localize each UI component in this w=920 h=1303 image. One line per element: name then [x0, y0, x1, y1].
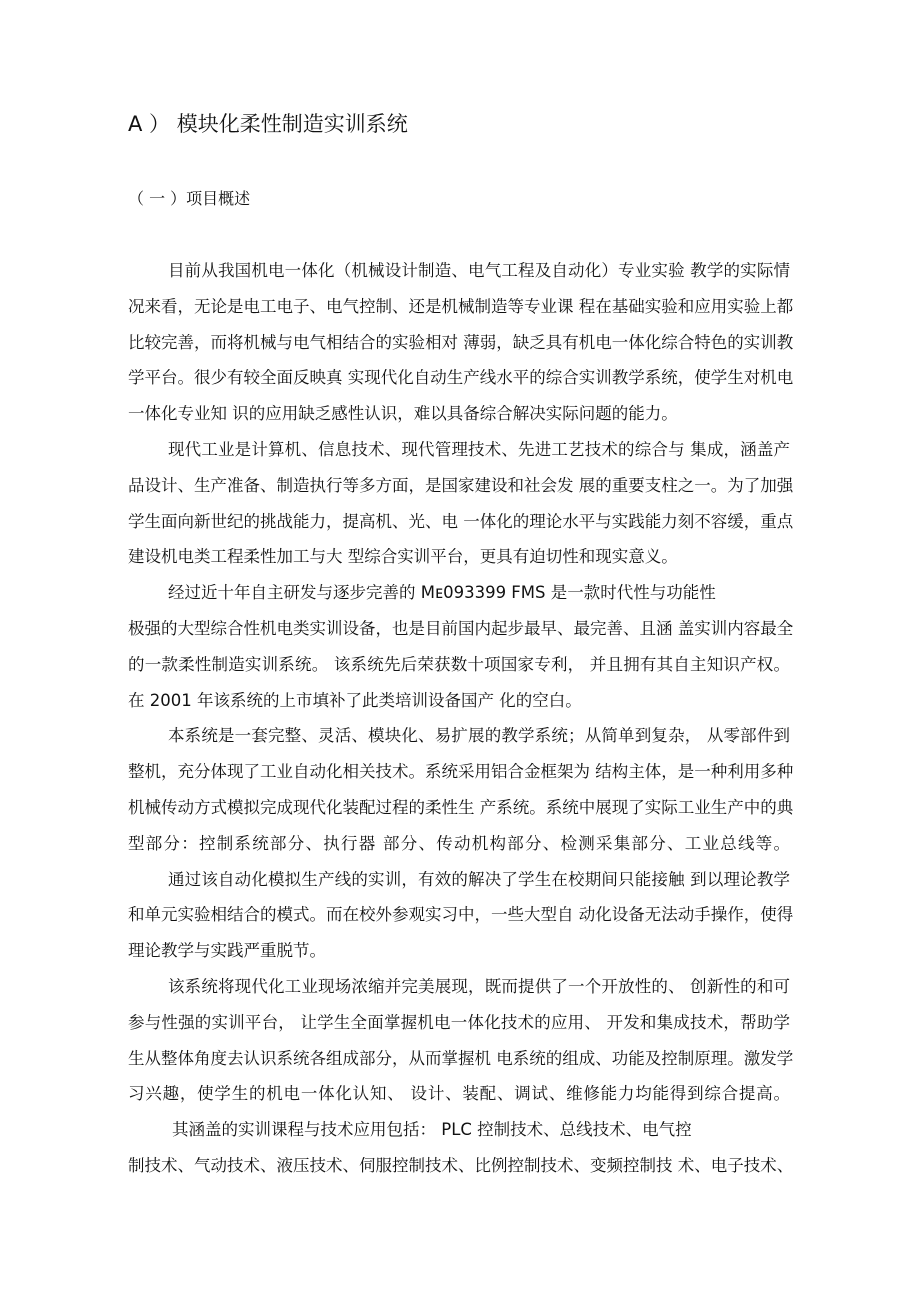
text-line: 和单元实验相结合的模式。而在校外参观实习中，一些大型自 动化设备无法动手操作，使得: [128, 905, 794, 925]
text-line: 的一款柔性制造实训系统。 该系统先后荣获数十项国家专利， 并且拥有其自主知识产权。: [128, 654, 790, 674]
text-line: 目前从我国机电一体化（机械设计制造、电气工程及自动化）专业实验 教学的实际情: [168, 261, 790, 280]
paragraph: [128, 718, 794, 861]
text-line: 制技术、气动技术、液压技术、伺服控制技术、比例控制技术、变频控制技 术、电子技术、: [128, 1155, 794, 1175]
text-line: 建设机电类工程柔性加工与大 型综合实训平台，更具有迫切性和现实意义。: [128, 547, 678, 567]
text-line: 理论教学与实践严重脱节。: [128, 941, 326, 961]
paragraph: [128, 575, 794, 718]
text-line: 型部分：控制系统部分、执行器 部分、传动机构部分、检测采集部分、工业总线等。: [128, 833, 790, 853]
text-line: 品设计、生产准备、制造执行等多方面，是国家建设和社会发 展的重要支柱之一。为了加强: [128, 475, 794, 495]
text-line: 整机，充分体现了工业自动化相关技术。系统采用铝合金框架为 结构主体，是一种利用多种: [128, 762, 794, 782]
text-line: 机械传动方式模拟完成现代化装配过程的柔性生 产系统。系统中展现了实际工业生产中的典: [128, 797, 794, 817]
text-line: 学平台。很少有较全面反映真 实现代化自动生产线水平的综合实训教学系统，使学生对机电: [128, 368, 794, 388]
text-line: 学生面向新世纪的挑战能力，提高机、光、电 一体化的理论水平与实践能力刻不容缓，重点: [128, 511, 794, 531]
paragraph: [128, 1112, 794, 1184]
text-line: 本系统是一套完整、灵活、模块化、易扩展的教学系统；从简单到复杂， 从零部件到: [168, 726, 790, 746]
text-line: 其涵盖的实训课程与技术应用包括： PLC 控制技术、总线技术、电气控: [172, 1120, 692, 1140]
text-line: 参与性强的实训平台， 让学生全面掌握机电一体化技术的应用、 开发和集成技术，帮助学: [128, 1012, 790, 1032]
text-line: 现代工业是计算机、信息技术、现代管理技术、先进工艺技术的综合与 集成，涵盖产: [168, 439, 790, 459]
text-line: 极强的大型综合性机电类实训设备，也是目前国内起步最早、最完善、且涵 盖实训内容最全: [128, 618, 794, 638]
paragraph: [128, 862, 794, 969]
paragraph: [128, 432, 794, 575]
text-line: 习兴趣，使学生的机电一体化认知、 设计、装配、调试、维修能力均能得到综合提高。: [128, 1084, 790, 1104]
document-title: A ） 模块化柔性制造实训系统: [128, 112, 408, 136]
text-line: 一体化专业知 识的应用缺乏感性认识，难以具备综合解决实际问题的能力。: [128, 404, 678, 424]
section-heading: （ 一 ）项目概述: [128, 189, 251, 208]
text-line: 通过该自动化模拟生产线的实训，有效的解决了学生在校期间只能接触 到以理论教学: [168, 869, 790, 889]
paragraph: [128, 969, 794, 1112]
text-line: 况来看，无论是电工电子、电气控制、还是机械制造等专业课 程在基础实验和应用实验上都: [128, 296, 794, 316]
text-line: 经过近十年自主研发与逐步完善的 Mᴇ093399 FMS 是一款时代性与功能性: [168, 583, 716, 603]
document-body: [128, 253, 794, 1184]
text-line: 在 2001 年该系统的上市填补了此类培训设备国产 化的空白。: [128, 690, 582, 710]
text-line: 生从整体角度去认识系统各组成部分，从而掌握机 电系统的组成、功能及控制原理。激发学: [128, 1048, 794, 1068]
text-line: 比较完善，而将机械与电气相结合的实验相对 薄弱，缺乏具有机电一体化综合特色的实训教: [128, 332, 794, 352]
text-line: 该系统将现代化工业现场浓缩并完美展现，既而提供了一个开放性的、 创新性的和可: [168, 976, 790, 996]
paragraph: [128, 253, 794, 432]
